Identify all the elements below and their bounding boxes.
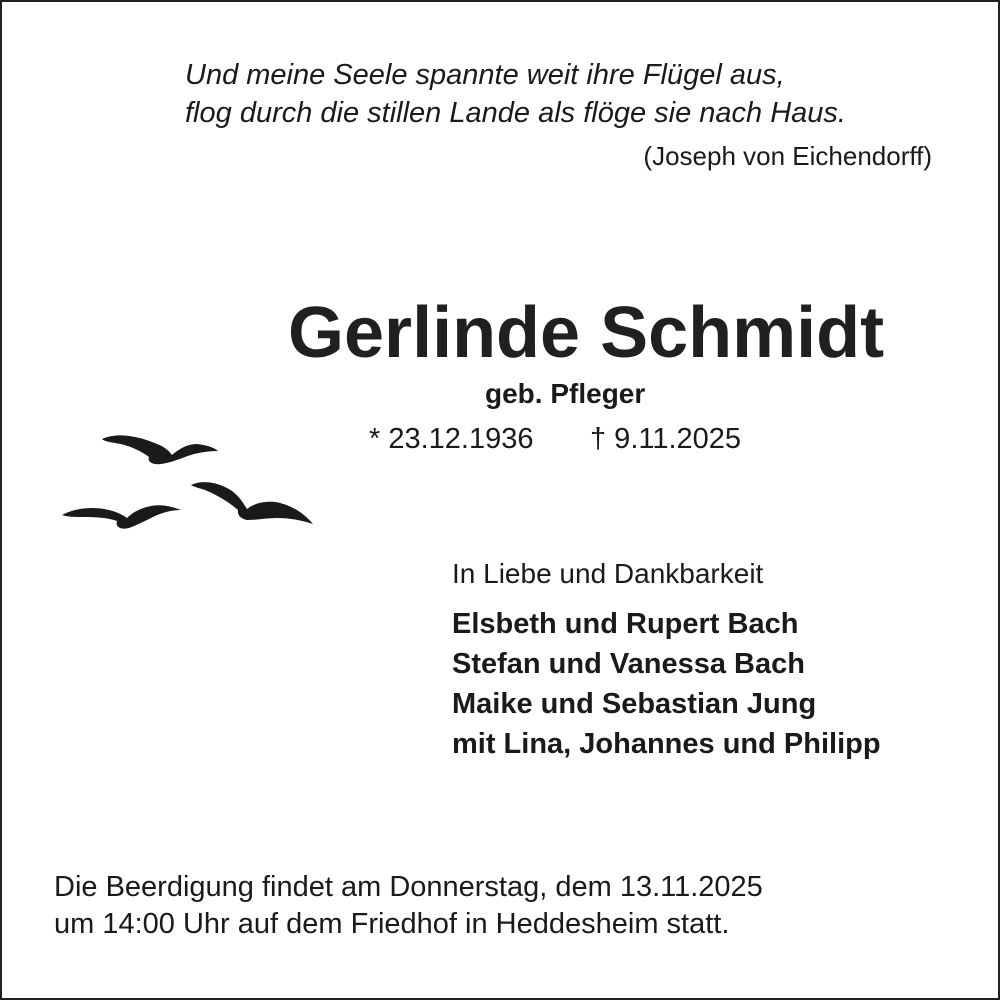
mourner-name: Maike und Sebastian Jung xyxy=(452,688,817,720)
quote-line-1: Und meine Seele spannte weit ihre Flügel aus, xyxy=(185,59,785,91)
quote-author: (Joseph von Eichendorff) xyxy=(643,141,932,171)
mourner-name: Stefan und Vanessa Bach xyxy=(452,648,805,680)
funeral-line-2: um 14:00 Uhr auf dem Friedhof in Heddesheim statt. xyxy=(54,908,730,940)
quote-line-2: flog durch die stillen Lande als flöge sie nach Haus. xyxy=(185,97,846,129)
funeral-line-1: Die Beerdigung findet am Donnerstag, dem 13.11.2025 xyxy=(54,871,763,903)
deceased-name: Gerlinde Schmidt xyxy=(288,293,885,373)
birth-date: * 23.12.1936 xyxy=(369,423,534,455)
mourner-name: Elsbeth und Rupert Bach xyxy=(452,608,799,640)
bird-icon xyxy=(62,505,181,528)
bird-icon xyxy=(191,482,313,524)
maiden-name: geb. Pfleger xyxy=(485,378,646,409)
bird-icon xyxy=(102,435,218,464)
death-date: † 9.11.2025 xyxy=(590,423,742,455)
mourners-list xyxy=(452,604,881,764)
flying-birds-icon xyxy=(57,422,322,537)
mourners-intro: In Liebe und Dankbarkeit xyxy=(452,558,764,589)
funeral-info xyxy=(54,869,763,943)
mourner-name: mit Lina, Johannes und Philipp xyxy=(452,728,881,760)
